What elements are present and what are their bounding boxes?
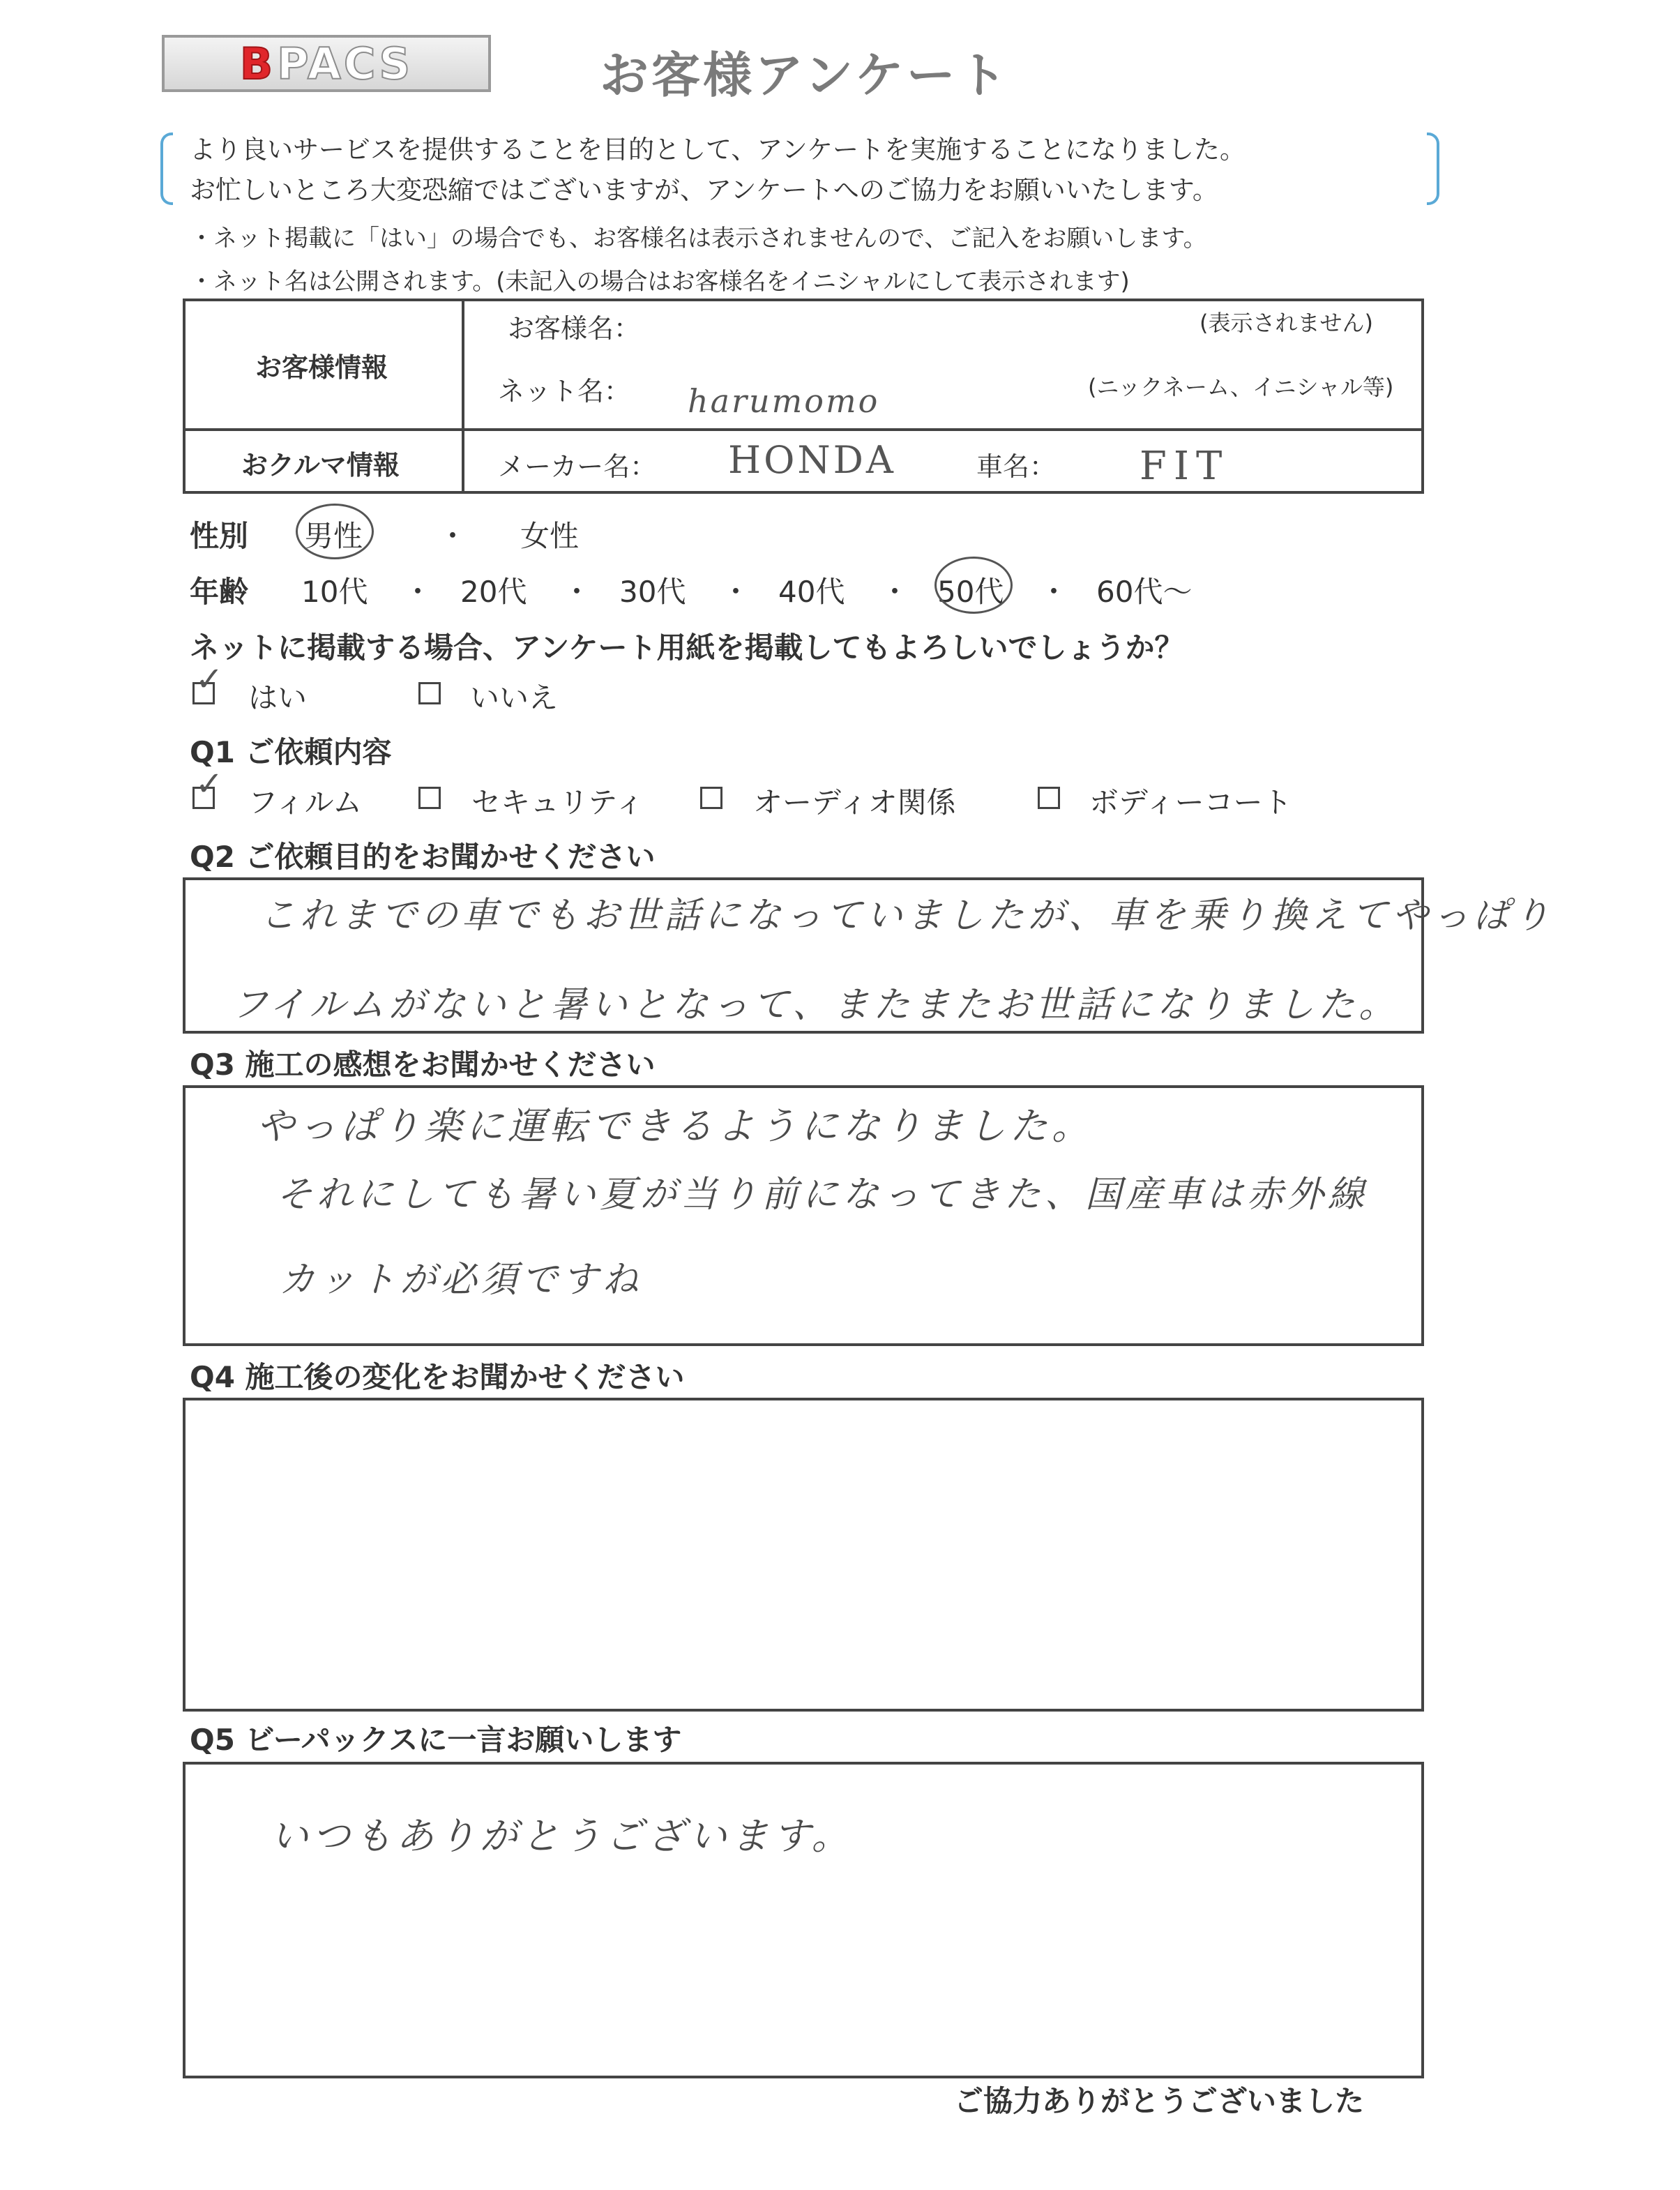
q3-answer-line-3: カットが必須ですね [279, 1259, 643, 1301]
gender-separator: ・ [438, 519, 468, 553]
q1-title: Q1 ご依頼内容 [190, 735, 392, 769]
age-separator: ・ [403, 575, 433, 609]
q5-title: Q5 ビーパックスに一言お願いします [190, 1723, 682, 1757]
intro-line-1: より良いサービスを提供することを目的として、アンケートを実施することになりました。 [190, 135, 1246, 165]
publish-yes-label: はい [248, 681, 308, 715]
car-name-value[interactable]: FIT [1140, 444, 1229, 489]
logo-prefix: B [239, 38, 276, 89]
age-label: 年齢 [190, 575, 249, 609]
maker-value[interactable]: HONDA [728, 438, 896, 482]
intro-note-1: ・ネット掲載に「はい」の場合でも、お客様名は表示されませんので、ご記入をお願いします。 [190, 225, 1207, 252]
q1-audio-label: オーディオ関係 [753, 785, 956, 820]
info-table-divider-v [462, 299, 464, 494]
q5-answer-text: いつもありがとうございます。 [271, 1814, 854, 1858]
customer-name-note: (表示されません) [1200, 310, 1373, 336]
publish-no-label: いいえ [470, 681, 559, 715]
q1-bodycoat-checkbox[interactable] [1038, 787, 1060, 809]
age-selected-circle [934, 557, 1013, 614]
intro-line-2: お忙しいところ大変恐縮ではございますが、アンケートへのご協力をお願いいたします。 [190, 175, 1218, 205]
logo-text: PACS [277, 38, 414, 89]
net-name-note: (ニックネーム、イニシャル等) [1088, 374, 1394, 400]
maker-label: メーカー名： [498, 451, 657, 482]
q1-bodycoat-label: ボディーコート [1089, 785, 1292, 820]
q3-answer-line-2: それにしても暑い夏が当り前になってきた、国産車は赤外線 [276, 1174, 1369, 1216]
car-info-label: おクルマ情報 [241, 450, 400, 481]
age-separator: ・ [721, 575, 751, 609]
age-option-50s[interactable]: 50代 [937, 575, 1004, 609]
net-name-value[interactable]: harumomo [688, 382, 880, 420]
gender-selected-circle [296, 504, 374, 559]
publish-yes-check-mark: ✓ [195, 660, 224, 699]
q4-answer-box[interactable] [183, 1398, 1424, 1712]
age-option-60s-plus[interactable]: 60代〜 [1096, 575, 1193, 609]
age-separator: ・ [880, 575, 910, 609]
net-name-label: ネット名： [498, 376, 631, 407]
age-option-20s[interactable]: 20代 [460, 575, 527, 609]
publish-no-checkbox[interactable] [418, 682, 441, 704]
thanks-message: ご協力ありがとうございました [954, 2084, 1365, 2118]
q2-answer-line-1: これまでの車でもお世話になっていましたが、車を乗り換えてやっぱり [259, 895, 1554, 937]
age-option-10s[interactable]: 10代 [301, 575, 368, 609]
customer-name-label: お客様名： [508, 313, 641, 344]
q1-security-checkbox[interactable] [418, 787, 441, 809]
age-option-40s[interactable]: 40代 [778, 575, 845, 609]
gender-label: 性別 [190, 519, 249, 553]
q3-answer-line-1: やっぱり楽に運転できるようになりました。 [257, 1104, 1093, 1148]
intro-note-2: ・ネット名は公開されます。(未記入の場合はお客様名をイニシャルにして表示されます) [190, 268, 1130, 296]
q3-title: Q3 施工の感想をお聞かせください [190, 1048, 656, 1082]
gender-option-male[interactable]: 男性 [304, 519, 363, 553]
publish-question: ネットに掲載する場合、アンケート用紙を掲載してもよろしいでしょうか？ [190, 630, 1184, 665]
bpacs-logo [162, 35, 491, 92]
q1-security-label: セキュリティ [471, 785, 644, 820]
q4-title: Q4 施工後の変化をお聞かせください [190, 1360, 685, 1394]
customer-info-label: お客様情報 [255, 352, 388, 383]
age-separator: ・ [562, 575, 592, 609]
gender-option-female[interactable]: 女性 [520, 519, 580, 553]
q1-audio-checkbox[interactable] [700, 787, 722, 809]
age-separator: ・ [1039, 575, 1069, 609]
q1-film-label: フィルム [248, 785, 362, 820]
age-option-30s[interactable]: 30代 [619, 575, 686, 609]
intro-bracket-right [1427, 133, 1439, 205]
q2-title: Q2 ご依頼目的をお聞かせください [190, 840, 656, 874]
intro-bracket-left [160, 133, 173, 205]
car-name-label: 車名： [976, 451, 1057, 482]
q1-film-check-mark: ✓ [195, 764, 224, 803]
q2-answer-line-2: フイルムがないと暑いとなって、またまたお世話になりました。 [232, 984, 1400, 1026]
page-title: お客様アンケート [600, 47, 1010, 104]
info-table-divider-h [183, 428, 1424, 431]
